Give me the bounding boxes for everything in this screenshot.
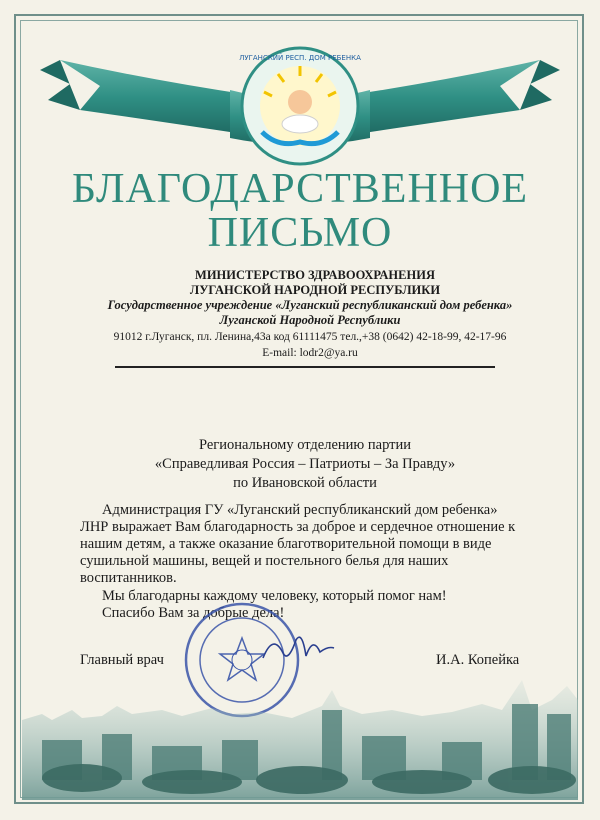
thanks-line: Спасибо Вам за добрые дела! [102,605,285,621]
signature-scribble [258,628,338,668]
letter-title-line2: ПИСЬМО [207,210,393,256]
body-line4: сушильной машины, вещей и постельного белья для наших [80,553,449,569]
address-line: 91012 г.Луганск, пл. Ленина,43а код 61111475 тел.,+38 (0642) 42-18-99, 42-17-96 [113,331,507,343]
letter-title-line1: БЛАГОДАРСТВЕННОЕ [71,166,529,212]
institution-name-line1: Государственное учреждение «Луганский республиканский дом ребенка» [107,298,513,312]
orphanage-emblem-logo [238,44,362,168]
ministry-name-line2: ЛУГАНСКОЙ НАРОДНОЙ РЕСПУБЛИКИ [189,283,441,297]
recipient-line2: «Справедливая Россия – Патриоты – За Правду» [154,456,456,472]
body-line1: Администрация ГУ «Луганский республиканский дом ребенка» [102,502,498,518]
recipient-line1: Региональному отделению партии [199,437,411,453]
email-line: E-mail: lodr2@ya.ru [262,347,358,359]
recipient-line3: по Ивановской области [233,475,377,491]
gratitude-line: Мы благодарны каждому человеку, который помог нам! [102,588,447,604]
svg-text:ЛУГАНСКИЙ РЕСП. ДОМ РЕБЕНКА: ЛУГАНСКИЙ РЕСП. ДОМ РЕБЕНКА [239,54,361,62]
institution-name-line2: Луганской Народной Республики [219,313,401,327]
city-panorama-illustration [22,670,578,800]
body-line2: ЛНР выражает Вам благодарность за доброе и сердечное отношение к [80,519,516,535]
ministry-name-line1: МИНИСТЕРСТВО ЗДРАВООХРАНЕНИЯ [195,268,435,282]
header-divider [115,366,495,368]
signatory-name: И.А. Копейка [436,652,520,668]
body-line3: нашим детям, а также оказание благотворительной помощи в виде [80,536,492,552]
body-line5: воспитанников. [80,570,177,586]
signatory-position: Главный врач [80,652,164,668]
